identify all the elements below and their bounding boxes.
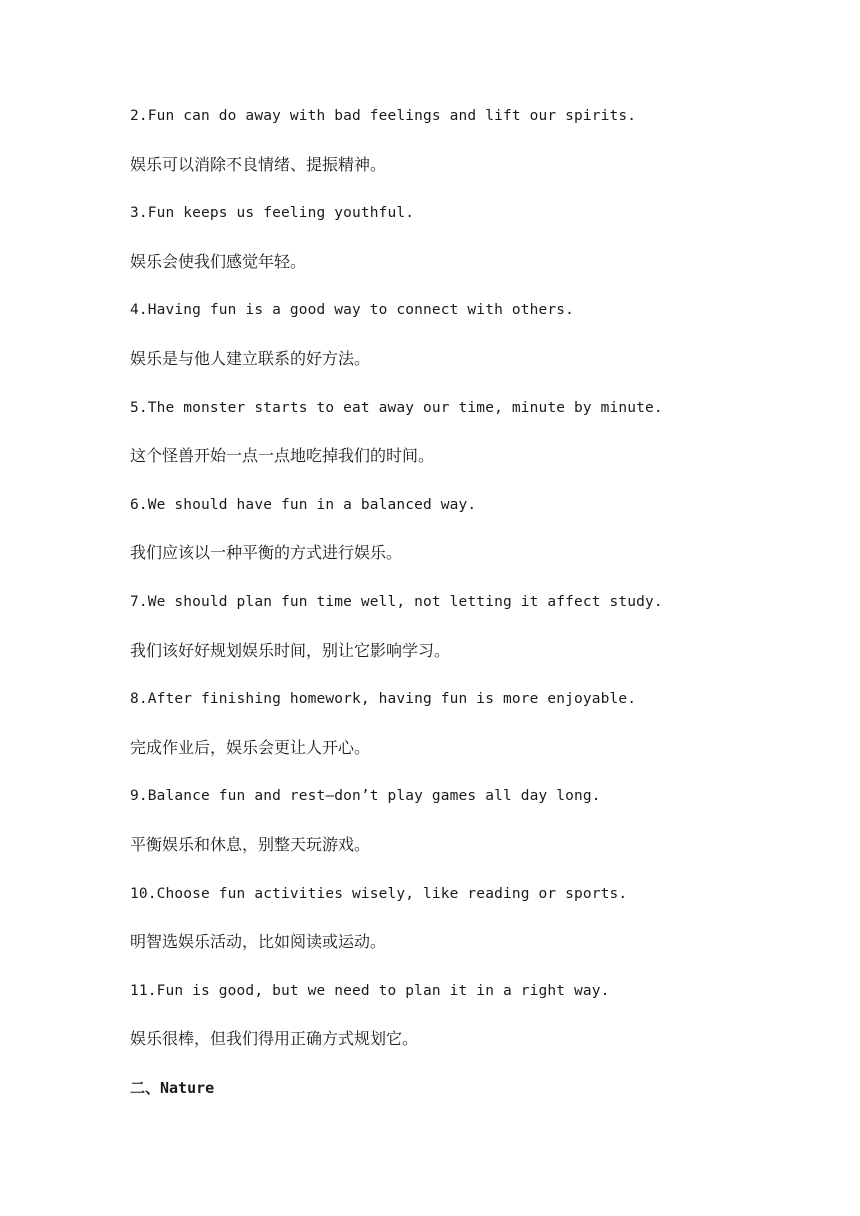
- sentence-chinese: 完成作业后，娱乐会更让人开心。: [130, 737, 371, 757]
- sentence-english: 9.Balance fun and rest—don’t play games all day long.: [130, 788, 601, 805]
- sentence-chinese: 明智选娱乐活动，比如阅读或运动。: [130, 932, 387, 952]
- sentence-english: 2.Fun can do away with bad feelings and lift our spirits.: [130, 108, 637, 124]
- sentence-chinese: 娱乐很棒，但我们得用正确方式规划它。: [130, 1029, 419, 1049]
- sentence-english: 3.Fun keeps us feeling youthful.: [130, 205, 415, 222]
- sentence-english: 7.We should plan fun time well, not letting it affect study.: [130, 593, 663, 610]
- section-heading: 二、Nature: [130, 1078, 215, 1097]
- sentence-chinese: 平衡娱乐和休息，别整天玩游戏。: [130, 834, 371, 854]
- sentence-english: 6.We should have fun in a balanced way.: [130, 496, 477, 513]
- sentence-chinese: 这个怪兽开始一点一点地吃掉我们的时间。: [130, 446, 435, 466]
- sentence-chinese: 娱乐可以消除不良情绪、提振精神。: [130, 154, 387, 174]
- sentence-english: 8.After finishing homework, having fun is more enjoyable.: [130, 691, 637, 708]
- sentence-chinese: 我们应该以一种平衡的方式进行娱乐。: [130, 543, 403, 563]
- sentence-chinese: 娱乐是与他人建立联系的好方法。: [130, 348, 371, 368]
- sentence-chinese: 我们该好好规划娱乐时间，别让它影响学习。: [130, 640, 451, 660]
- sentence-english: 10.Choose fun activities wisely, like reading or sports.: [130, 885, 628, 902]
- sentence-english: 11.Fun is good, but we need to plan it in a right way.: [130, 982, 610, 999]
- document-page: [130, 98, 810, 1118]
- sentence-chinese: 娱乐会使我们感觉年轻。: [130, 251, 307, 271]
- sentence-english: 5.The monster starts to eat away our time, minute by minute.: [130, 399, 663, 416]
- sentence-english: 4.Having fun is a good way to connect with others.: [130, 302, 574, 319]
